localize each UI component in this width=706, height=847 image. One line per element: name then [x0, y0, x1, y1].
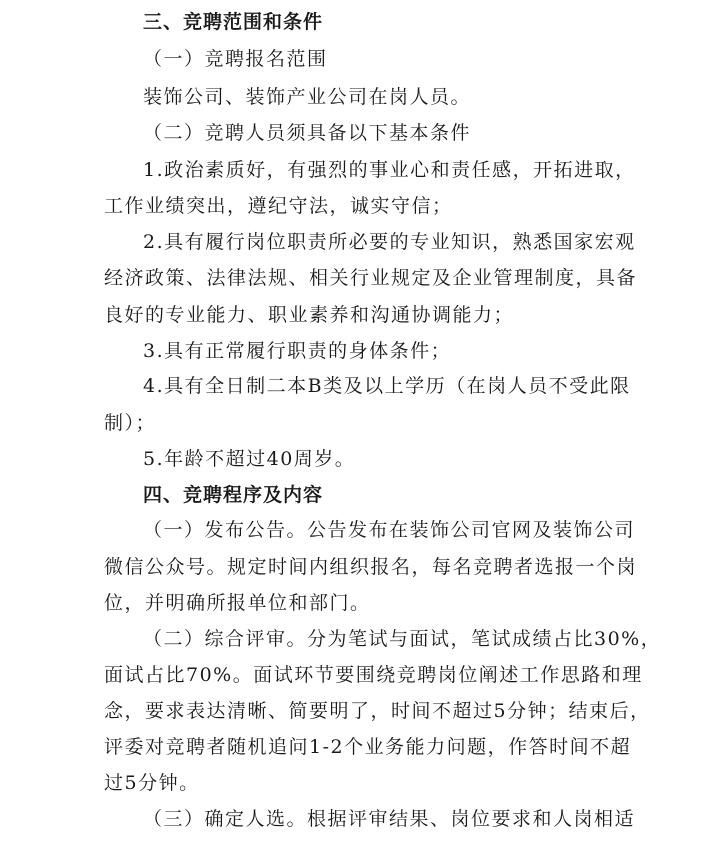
- procedure-1-line-2: 微信公众号。规定时间内组织报名，每名竞聘者选报一个岗: [104, 556, 638, 578]
- subsection-heading-scope: （一）竞聘报名范围: [143, 48, 328, 70]
- condition-item-1-line-2: 工作业绩突出，遵纪守法，诚实守信；: [104, 195, 453, 217]
- procedure-2-line-1: （二）综合评审。分为笔试与面试，笔试成绩占比30%，: [143, 628, 662, 650]
- procedure-1-line-3: 位，并明确所报单位和部门。: [104, 592, 371, 614]
- condition-item-3-line-1: 3.具有正常履行职责的身体条件；: [143, 340, 452, 362]
- procedure-2-line-2: 面试占比70%。面试环节要围绕竞聘岗位阐述工作思路和理: [104, 664, 643, 686]
- condition-item-1-line-1: 1.政治素质好，有强烈的事业心和责任感，开拓进取，: [143, 159, 636, 181]
- section-heading-4: 四、竞聘程序及内容: [143, 484, 324, 506]
- condition-item-5-line-1: 5.年龄不超过40周岁。: [143, 448, 356, 470]
- procedure-3-line-1: （三）确定人选。根据评审结果、岗位要求和人岗相适: [143, 808, 636, 830]
- condition-item-2-line-1: 2.具有履行岗位职责所必要的专业知识，熟悉国家宏观: [143, 231, 636, 253]
- condition-item-2-line-3: 良好的专业能力、职业素养和沟通协调能力；: [104, 304, 515, 326]
- procedure-2-line-5: 过5分钟。: [104, 772, 200, 794]
- procedure-2-line-4: 评委对竞聘者随机追问1-2个业务能力问题，作答时间不超: [104, 736, 632, 758]
- procedure-1-line-1: （一）发布公告。公告发布在装饰公司官网及装饰公司: [143, 519, 636, 541]
- section-heading-3: 三、竞聘范围和条件: [143, 11, 324, 33]
- scope-text: 装饰公司、装饰产业公司在岗人员。: [143, 86, 472, 108]
- subsection-heading-conditions: （二）竞聘人员须具备以下基本条件: [143, 122, 472, 144]
- procedure-2-line-3: 念，要求表达清晰、简要明了，时间不超过5分钟；结束后，: [104, 700, 651, 722]
- condition-item-4-line-1: 4.具有全日制二本B类及以上学历（在岗人员不受此限: [143, 375, 631, 397]
- condition-item-2-line-2: 经济政策、法律法规、相关行业规定及企业管理制度，具备: [104, 267, 638, 289]
- condition-item-4-line-2: 制）；: [104, 412, 157, 434]
